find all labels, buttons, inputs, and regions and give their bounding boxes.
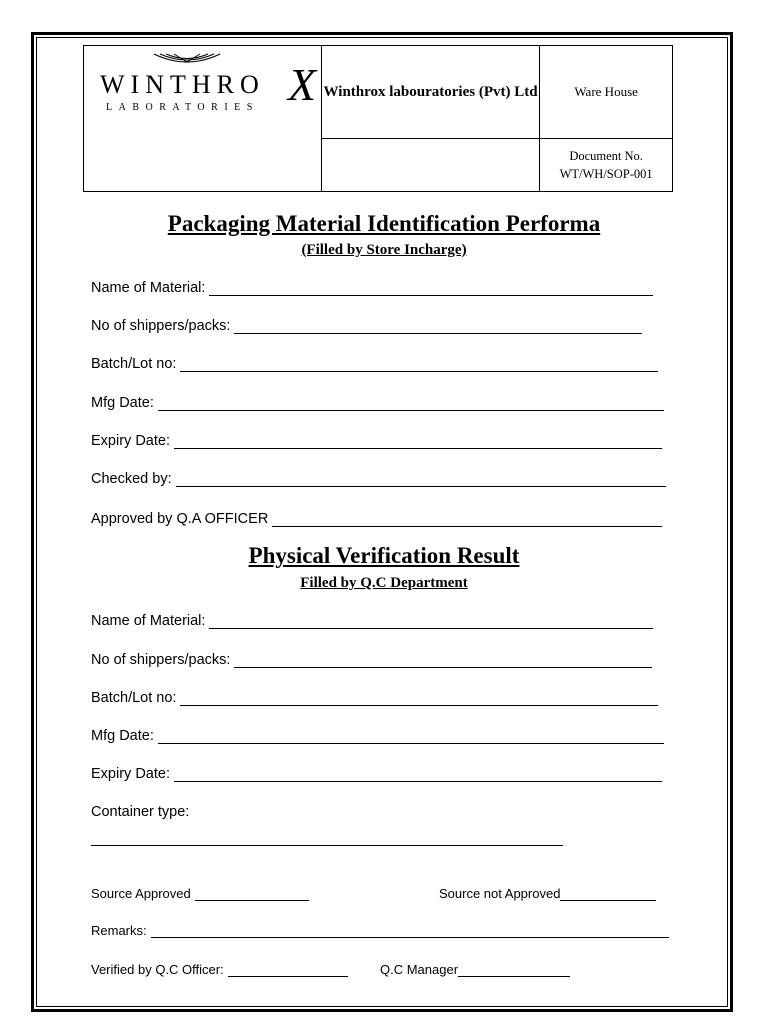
- field-label: Remarks:: [91, 923, 147, 938]
- field-blank-line[interactable]: [234, 319, 642, 334]
- logo-x-mark: X: [288, 59, 317, 110]
- field-label: No of shippers/packs:: [91, 652, 231, 668]
- section2-title: Physical Verification Result: [248, 543, 520, 568]
- field-blank-line[interactable]: [209, 614, 653, 629]
- field-blank-line[interactable]: [228, 962, 348, 977]
- company-name: Winthrox labouratories (Pvt) Ltd: [321, 46, 539, 139]
- field-label: Expiry Date:: [91, 433, 170, 449]
- field-label: Approved by Q.A OFFICER: [91, 511, 269, 527]
- document-number-cell: [540, 139, 673, 192]
- s2-expiry-date[interactable]: [91, 762, 662, 782]
- s2-container-type: [91, 800, 189, 820]
- field-blank-line[interactable]: [151, 923, 669, 938]
- field-blank-line[interactable]: [180, 357, 658, 372]
- field-label: No of shippers/packs:: [91, 318, 231, 334]
- s1-batch-lot[interactable]: [91, 352, 658, 372]
- field-blank-line[interactable]: [234, 653, 652, 668]
- header-table: [83, 45, 673, 192]
- verified-by-qc-officer[interactable]: [91, 957, 348, 977]
- field-blank-line[interactable]: [180, 691, 658, 706]
- logo-wing-icon: [152, 52, 222, 68]
- remarks[interactable]: [91, 918, 669, 938]
- s1-checked-by[interactable]: [91, 467, 666, 487]
- s1-name-of-material[interactable]: [91, 276, 653, 296]
- section1-subtitle: (Filled by Store Incharge): [301, 242, 467, 258]
- field-blank-line[interactable]: [158, 729, 664, 744]
- s2-batch-lot[interactable]: [91, 686, 658, 706]
- logo-cell: [84, 46, 322, 192]
- qc-manager[interactable]: [380, 957, 570, 977]
- field-blank-line[interactable]: [158, 396, 664, 411]
- field-blank-line[interactable]: [174, 434, 662, 449]
- field-label: Source not Approved: [439, 886, 561, 901]
- field-label: Batch/Lot no:: [91, 356, 177, 372]
- blank-cell: [321, 139, 539, 192]
- field-blank-line[interactable]: [458, 962, 570, 977]
- field-label: Mfg Date:: [91, 728, 154, 744]
- company-logo: [92, 52, 317, 122]
- field-label: Name of Material:: [91, 280, 206, 296]
- section1-title: Packaging Material Identification Performa: [167, 211, 601, 236]
- s1-expiry-date[interactable]: [91, 429, 662, 449]
- field-blank-line[interactable]: [195, 886, 309, 901]
- field-blank-line[interactable]: [176, 472, 666, 487]
- source-not-approved[interactable]: [439, 881, 656, 901]
- s1-approved-by[interactable]: [91, 507, 662, 527]
- field-label: Expiry Date:: [91, 766, 170, 782]
- field-label: Mfg Date:: [91, 395, 154, 411]
- section2-subtitle: Filled by Q.C Department: [300, 575, 468, 591]
- field-label: Checked by:: [91, 471, 172, 487]
- s2-name-of-material[interactable]: [91, 609, 653, 629]
- field-label: Container type:: [91, 804, 190, 820]
- logo-wordmark: WINTHRO: [100, 70, 265, 99]
- field-blank-line[interactable]: [560, 886, 656, 901]
- department-label: Ware House: [540, 46, 673, 139]
- document-number: WT/WH/SOP-001: [559, 167, 653, 181]
- s1-mfg-date[interactable]: [91, 391, 664, 411]
- s2-mfg-date[interactable]: [91, 724, 664, 744]
- field-label: Verified by Q.C Officer:: [91, 962, 224, 977]
- field-blank-line[interactable]: [272, 512, 662, 527]
- field-label: Name of Material:: [91, 613, 206, 629]
- s1-no-of-shippers[interactable]: [91, 314, 642, 334]
- container-type-blank-line[interactable]: [91, 845, 563, 846]
- s2-no-of-shippers[interactable]: [91, 648, 652, 668]
- field-blank-line[interactable]: [174, 767, 662, 782]
- document-label: Document No.: [569, 149, 643, 163]
- source-approved[interactable]: [91, 881, 309, 901]
- field-label: Batch/Lot no:: [91, 690, 177, 706]
- logo-subtitle: LABORATORIES: [106, 102, 259, 113]
- field-label: Q.C Manager: [380, 962, 459, 977]
- field-blank-line[interactable]: [209, 281, 653, 296]
- field-label: Source Approved: [91, 886, 191, 901]
